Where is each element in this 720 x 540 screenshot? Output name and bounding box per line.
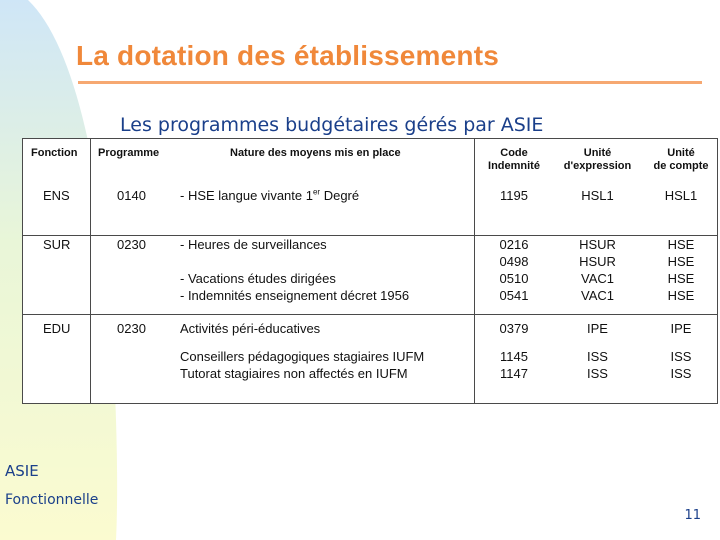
row-ens-compte: HSL1 bbox=[664, 188, 698, 203]
row-edu-fonction: EDU bbox=[43, 321, 71, 336]
row-edu-expression-a: IPE bbox=[587, 321, 608, 336]
row-sur-fonction: SUR bbox=[43, 237, 71, 252]
row-sur-expression: HSUR HSUR VAC1 VAC1 bbox=[579, 237, 616, 303]
row-edu-nature-b: Conseillers pédagogiques stagiaires IUFM Tutorat stagiaires non affectés en IUFM bbox=[180, 349, 425, 381]
row-edu-code-b: 1145 1147 bbox=[500, 349, 528, 381]
row-ens-nature: - HSE langue vivante 1er Degré bbox=[180, 187, 360, 203]
row-sur-compte: HSE HSE HSE HSE bbox=[667, 237, 695, 303]
row-edu-code-a: 0379 bbox=[499, 321, 529, 336]
footer-subtitle: Fonctionnelle bbox=[5, 492, 99, 508]
row-edu-compte-a: IPE bbox=[670, 321, 692, 336]
row-sur-nature-b: - Vacations études dirigées - Indemnités enseignement décret 1956 bbox=[180, 271, 410, 303]
header-unite-compte: Unité de compte bbox=[653, 147, 709, 172]
page-title: La dotation des établissements bbox=[76, 40, 499, 71]
row-divider bbox=[23, 314, 717, 315]
header-nature: Nature des moyens mis en place bbox=[230, 147, 401, 159]
row-sur-programme: 0230 bbox=[117, 237, 146, 252]
header-unite-expression: Unité d'expression bbox=[563, 147, 632, 172]
row-ens-code: 1195 bbox=[500, 188, 528, 203]
row-edu-expression-b: ISS ISS bbox=[587, 349, 608, 381]
row-edu-compte-b: ISS ISS bbox=[670, 349, 692, 381]
title-underline bbox=[78, 81, 702, 84]
footer-org-name: ASIE bbox=[5, 462, 39, 480]
header-programme: Programme bbox=[98, 147, 160, 159]
row-ens-programme: 0140 bbox=[117, 188, 146, 203]
row-edu-programme: 0230 bbox=[117, 321, 146, 336]
column-divider bbox=[90, 139, 91, 403]
row-sur-nature-a: - Heures de surveillances bbox=[180, 237, 327, 252]
row-ens-fonction: ENS bbox=[43, 188, 70, 203]
row-sur-code: 0216 0498 0510 0541 bbox=[499, 237, 529, 303]
budget-programs-table bbox=[22, 138, 718, 404]
page-subtitle: Les programmes budgétaires gérés par ASIE bbox=[120, 114, 544, 136]
header-code-indemnite: Code Indemnité bbox=[488, 147, 540, 172]
row-edu-nature-a: Activités péri-éducatives bbox=[180, 321, 321, 336]
column-divider bbox=[474, 139, 475, 403]
row-ens-expression: HSL1 bbox=[581, 188, 614, 203]
header-fonction: Fonction bbox=[31, 147, 78, 159]
page-number: 11 bbox=[684, 508, 701, 523]
